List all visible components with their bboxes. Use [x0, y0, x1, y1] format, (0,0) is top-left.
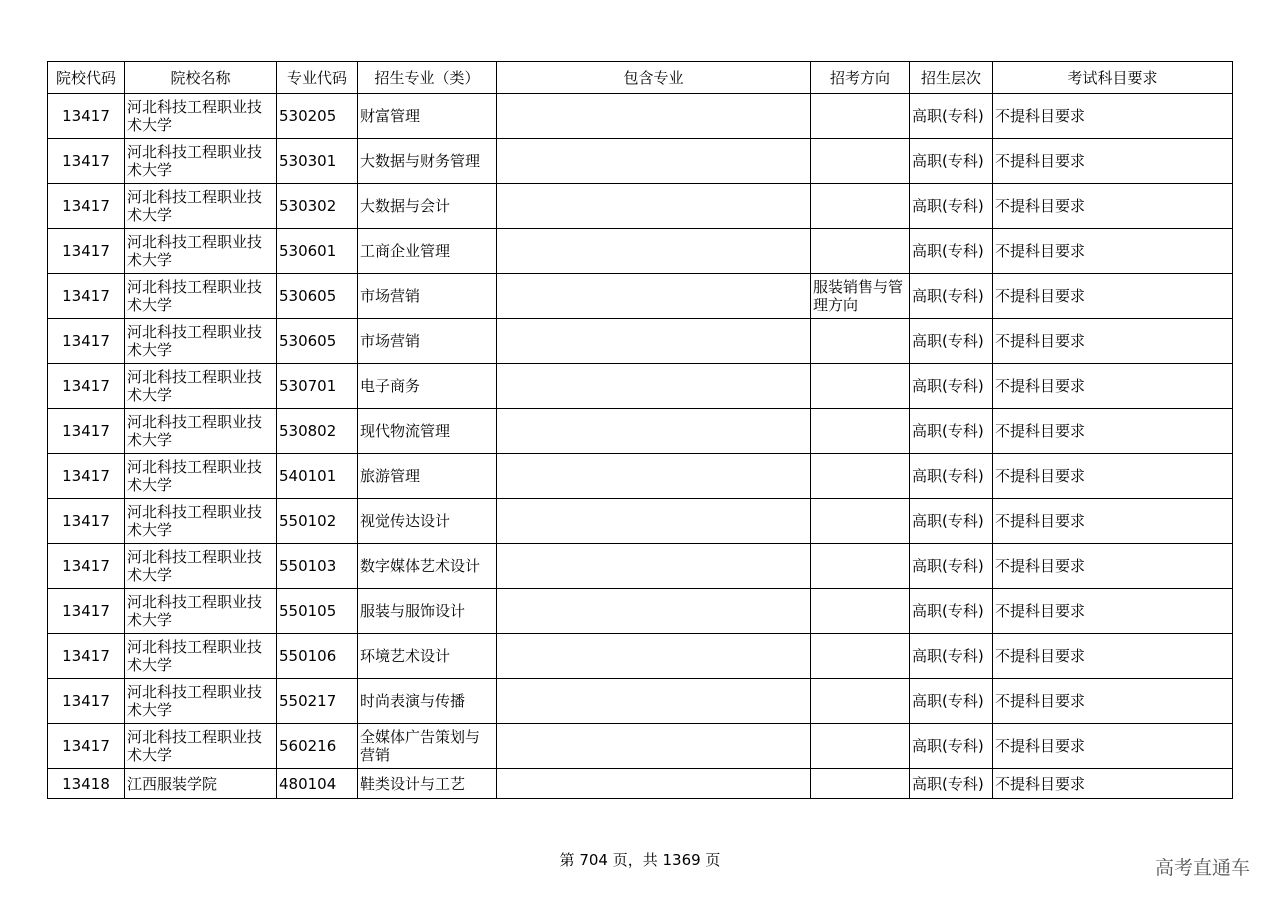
includes-cell	[497, 544, 811, 589]
table-row	[48, 679, 1233, 724]
direction-cell: 服装销售与管理方向	[811, 274, 910, 319]
school-code-cell: 13417	[48, 724, 125, 769]
school-code-cell: 13417	[48, 409, 125, 454]
major-cell: 工商企业管理	[358, 229, 497, 274]
direction-cell	[811, 229, 910, 274]
requirement-cell: 不提科目要求	[993, 319, 1233, 364]
direction-cell	[811, 139, 910, 184]
includes-cell	[497, 454, 811, 499]
requirement-cell: 不提科目要求	[993, 274, 1233, 319]
level-cell: 高职(专科)	[910, 454, 993, 499]
school-name-cell: 河北科技工程职业技术大学	[125, 274, 277, 319]
watermark: 高考直通车	[1154, 857, 1250, 879]
major-cell: 时尚表演与传播	[358, 679, 497, 724]
table-row	[48, 409, 1233, 454]
table-row	[48, 139, 1233, 184]
school-name-cell: 河北科技工程职业技术大学	[125, 634, 277, 679]
header-includes: 包含专业	[497, 62, 811, 94]
school-code-cell: 13417	[48, 634, 125, 679]
requirement-cell: 不提科目要求	[993, 589, 1233, 634]
school-code-cell: 13417	[48, 544, 125, 589]
major-cell: 鞋类设计与工艺	[358, 769, 497, 799]
major-code-cell: 530701	[277, 364, 358, 409]
direction-cell	[811, 769, 910, 799]
table-row	[48, 274, 1233, 319]
school-name-cell: 河北科技工程职业技术大学	[125, 139, 277, 184]
table-row	[48, 499, 1233, 544]
school-code-cell: 13417	[48, 94, 125, 139]
requirement-cell: 不提科目要求	[993, 544, 1233, 589]
header-major: 招生专业（类）	[358, 62, 497, 94]
major-code-cell: 530605	[277, 319, 358, 364]
requirement-cell: 不提科目要求	[993, 499, 1233, 544]
school-code-cell: 13417	[48, 229, 125, 274]
direction-cell	[811, 724, 910, 769]
table-row	[48, 769, 1233, 799]
school-code-cell: 13417	[48, 274, 125, 319]
includes-cell	[497, 679, 811, 724]
school-name-cell: 江西服装学院	[125, 769, 277, 799]
includes-cell	[497, 409, 811, 454]
table-row	[48, 544, 1233, 589]
school-name-cell: 河北科技工程职业技术大学	[125, 184, 277, 229]
header-major-code: 专业代码	[277, 62, 358, 94]
school-code-cell: 13417	[48, 184, 125, 229]
school-code-cell: 13418	[48, 769, 125, 799]
table-row	[48, 364, 1233, 409]
major-code-cell: 550102	[277, 499, 358, 544]
includes-cell	[497, 724, 811, 769]
major-code-cell: 550217	[277, 679, 358, 724]
table-row	[48, 229, 1233, 274]
table-row	[48, 184, 1233, 229]
requirement-cell: 不提科目要求	[993, 94, 1233, 139]
major-cell: 数字媒体艺术设计	[358, 544, 497, 589]
direction-cell	[811, 409, 910, 454]
level-cell: 高职(专科)	[910, 634, 993, 679]
requirement-cell: 不提科目要求	[993, 364, 1233, 409]
includes-cell	[497, 769, 811, 799]
major-code-cell: 530301	[277, 139, 358, 184]
major-code-cell: 550103	[277, 544, 358, 589]
major-cell: 服装与服饰设计	[358, 589, 497, 634]
school-code-cell: 13417	[48, 679, 125, 724]
direction-cell	[811, 319, 910, 364]
major-code-cell: 560216	[277, 724, 358, 769]
level-cell: 高职(专科)	[910, 544, 993, 589]
major-cell: 财富管理	[358, 94, 497, 139]
level-cell: 高职(专科)	[910, 499, 993, 544]
school-name-cell: 河北科技工程职业技术大学	[125, 319, 277, 364]
requirement-cell: 不提科目要求	[993, 769, 1233, 799]
requirement-cell: 不提科目要求	[993, 139, 1233, 184]
major-code-cell: 480104	[277, 769, 358, 799]
direction-cell	[811, 184, 910, 229]
school-code-cell: 13417	[48, 589, 125, 634]
header-requirement: 考试科目要求	[993, 62, 1233, 94]
school-name-cell: 河北科技工程职业技术大学	[125, 364, 277, 409]
includes-cell	[497, 319, 811, 364]
major-cell: 大数据与财务管理	[358, 139, 497, 184]
major-code-cell: 530601	[277, 229, 358, 274]
major-code-cell: 540101	[277, 454, 358, 499]
major-cell: 全媒体广告策划与营销	[358, 724, 497, 769]
school-name-cell: 河北科技工程职业技术大学	[125, 454, 277, 499]
major-code-cell: 530205	[277, 94, 358, 139]
major-cell: 大数据与会计	[358, 184, 497, 229]
requirement-cell: 不提科目要求	[993, 229, 1233, 274]
level-cell: 高职(专科)	[910, 364, 993, 409]
school-code-cell: 13417	[48, 139, 125, 184]
header-row	[48, 62, 1233, 94]
requirement-cell: 不提科目要求	[993, 409, 1233, 454]
level-cell: 高职(专科)	[910, 184, 993, 229]
direction-cell	[811, 544, 910, 589]
major-cell: 旅游管理	[358, 454, 497, 499]
includes-cell	[497, 499, 811, 544]
requirement-cell: 不提科目要求	[993, 634, 1233, 679]
major-code-cell: 530302	[277, 184, 358, 229]
level-cell: 高职(专科)	[910, 274, 993, 319]
level-cell: 高职(专科)	[910, 319, 993, 364]
level-cell: 高职(专科)	[910, 409, 993, 454]
header-school-code: 院校代码	[48, 62, 125, 94]
header-level: 招生层次	[910, 62, 993, 94]
major-cell: 电子商务	[358, 364, 497, 409]
school-name-cell: 河北科技工程职业技术大学	[125, 409, 277, 454]
includes-cell	[497, 274, 811, 319]
table-row	[48, 634, 1233, 679]
direction-cell	[811, 364, 910, 409]
requirement-cell: 不提科目要求	[993, 679, 1233, 724]
direction-cell	[811, 589, 910, 634]
page-footer: 第 704 页，共 1369 页	[559, 851, 721, 869]
level-cell: 高职(专科)	[910, 679, 993, 724]
includes-cell	[497, 364, 811, 409]
table-row	[48, 319, 1233, 364]
level-cell: 高职(专科)	[910, 724, 993, 769]
school-name-cell: 河北科技工程职业技术大学	[125, 724, 277, 769]
major-code-cell: 530605	[277, 274, 358, 319]
level-cell: 高职(专科)	[910, 769, 993, 799]
major-cell: 市场营销	[358, 319, 497, 364]
header-direction: 招考方向	[811, 62, 910, 94]
table-row	[48, 94, 1233, 139]
major-code-cell: 530802	[277, 409, 358, 454]
includes-cell	[497, 229, 811, 274]
includes-cell	[497, 589, 811, 634]
direction-cell	[811, 499, 910, 544]
major-cell: 环境艺术设计	[358, 634, 497, 679]
includes-cell	[497, 139, 811, 184]
includes-cell	[497, 634, 811, 679]
requirement-cell: 不提科目要求	[993, 454, 1233, 499]
major-cell: 现代物流管理	[358, 409, 497, 454]
major-code-cell: 550105	[277, 589, 358, 634]
requirement-cell: 不提科目要求	[993, 184, 1233, 229]
school-name-cell: 河北科技工程职业技术大学	[125, 544, 277, 589]
school-name-cell: 河北科技工程职业技术大学	[125, 94, 277, 139]
admission-table	[47, 61, 1233, 799]
major-cell: 市场营销	[358, 274, 497, 319]
requirement-cell: 不提科目要求	[993, 724, 1233, 769]
table-row	[48, 589, 1233, 634]
level-cell: 高职(专科)	[910, 139, 993, 184]
school-code-cell: 13417	[48, 319, 125, 364]
direction-cell	[811, 679, 910, 724]
table-row	[48, 724, 1233, 769]
school-name-cell: 河北科技工程职业技术大学	[125, 229, 277, 274]
school-code-cell: 13417	[48, 364, 125, 409]
major-code-cell: 550106	[277, 634, 358, 679]
direction-cell	[811, 634, 910, 679]
includes-cell	[497, 94, 811, 139]
header-school-name: 院校名称	[125, 62, 277, 94]
school-code-cell: 13417	[48, 499, 125, 544]
school-code-cell: 13417	[48, 454, 125, 499]
table-row	[48, 454, 1233, 499]
school-name-cell: 河北科技工程职业技术大学	[125, 589, 277, 634]
level-cell: 高职(专科)	[910, 229, 993, 274]
school-name-cell: 河北科技工程职业技术大学	[125, 499, 277, 544]
level-cell: 高职(专科)	[910, 589, 993, 634]
level-cell: 高职(专科)	[910, 94, 993, 139]
direction-cell	[811, 454, 910, 499]
direction-cell	[811, 94, 910, 139]
includes-cell	[497, 184, 811, 229]
school-name-cell: 河北科技工程职业技术大学	[125, 679, 277, 724]
major-cell: 视觉传达设计	[358, 499, 497, 544]
